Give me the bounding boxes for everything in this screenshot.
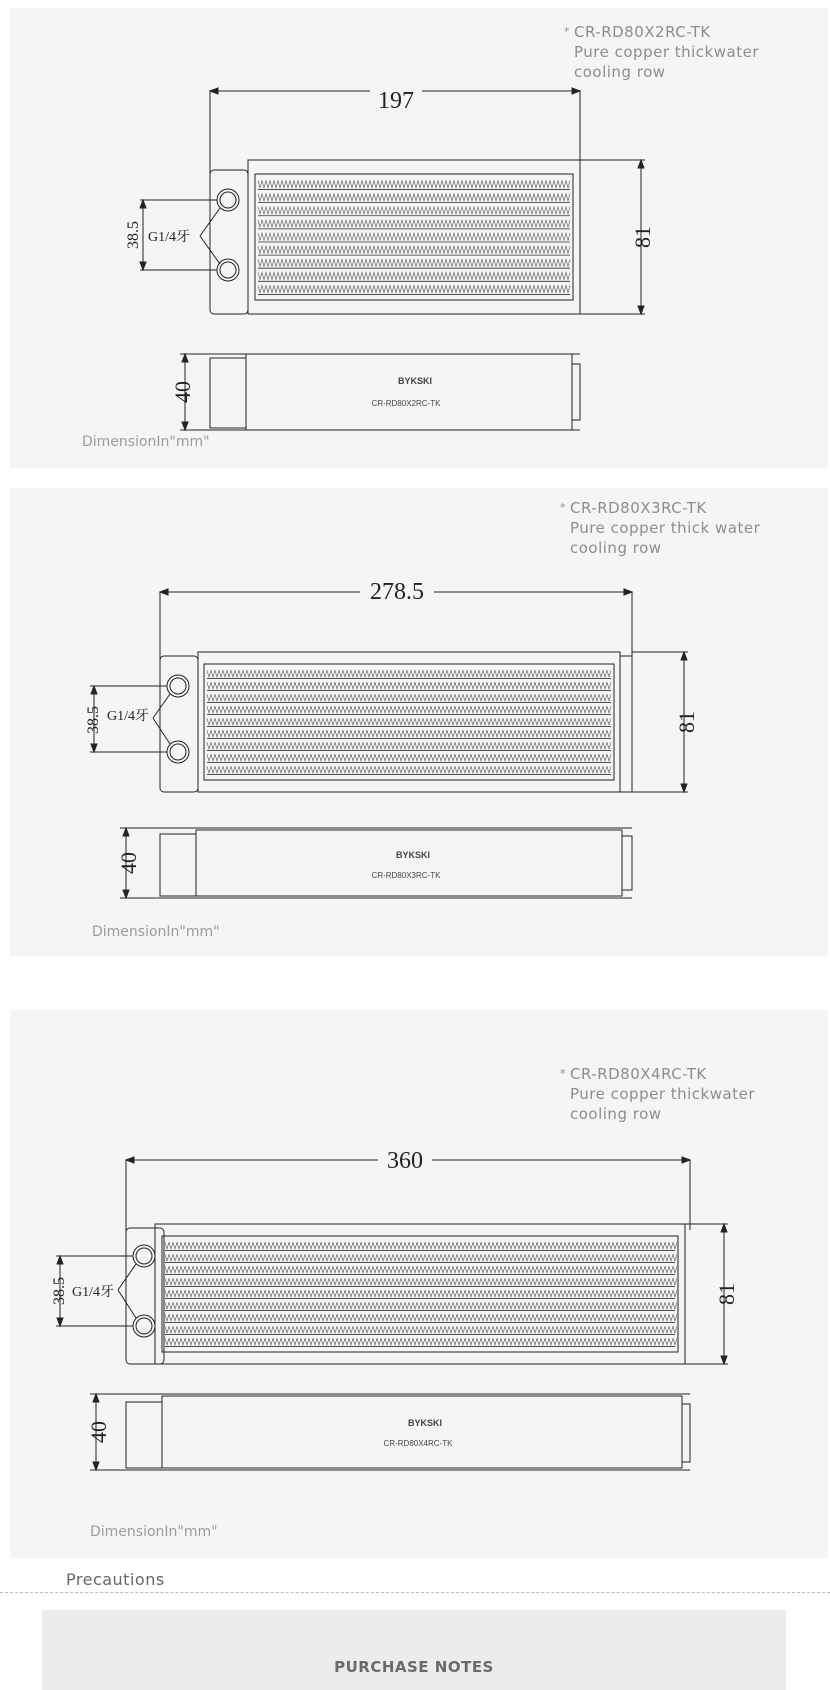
length-dimension: 278.5 <box>370 579 424 605</box>
fin-row <box>258 220 570 227</box>
fin-row <box>165 1242 677 1249</box>
brand-logo-text: BYKSKI <box>398 376 433 386</box>
height-dimension: 81 <box>714 1283 739 1305</box>
model-title-block <box>564 22 759 82</box>
fin-pattern <box>207 670 611 774</box>
radiator-panel-3fan <box>10 488 828 956</box>
description-line1: Pure copper thickwater <box>574 43 759 61</box>
depth-dimension: 40 <box>86 1421 111 1443</box>
fin-row <box>165 1302 677 1309</box>
section-divider <box>0 1592 830 1593</box>
fin-row <box>165 1254 677 1261</box>
thread-label: G1/4牙 <box>107 709 149 724</box>
fin-row <box>207 706 611 713</box>
port-spacing-dimension: 38.5 <box>125 221 142 249</box>
fin-row <box>258 286 570 293</box>
asterisk-icon: * <box>564 25 570 38</box>
dimension-unit-note: DimensionIn"mm" <box>90 1524 218 1540</box>
port-spacing-dimension: 38.5 <box>51 1277 68 1305</box>
fin-row <box>165 1290 677 1297</box>
side-model-label: CR-RD80X4RC-TK <box>383 1439 453 1448</box>
description-line2: cooling row <box>570 1105 662 1123</box>
fin-row <box>258 194 570 201</box>
fin-row <box>207 766 611 773</box>
dimension-unit-note: DimensionIn"mm" <box>92 924 220 940</box>
asterisk-icon: * <box>560 1067 566 1080</box>
side-model-label: CR-RD80X2RC-TK <box>371 399 441 408</box>
description-line2: cooling row <box>570 539 662 557</box>
length-dimension: 360 <box>387 1148 423 1174</box>
model-title-block <box>560 498 760 558</box>
thread-label: G1/4牙 <box>148 230 190 245</box>
port-spacing-dimension: 38.5 <box>85 706 102 734</box>
fin-row <box>258 181 570 188</box>
fin-row <box>207 730 611 737</box>
fin-row <box>165 1266 677 1273</box>
precautions-heading: Precautions <box>66 1570 165 1589</box>
model-name: CR-RD80X4RC-TK <box>570 1065 707 1083</box>
fin-row <box>165 1326 677 1333</box>
fin-row <box>207 742 611 749</box>
drawing-3fan <box>10 488 828 956</box>
fin-row <box>165 1278 677 1285</box>
fin-row <box>165 1314 677 1321</box>
model-name: CR-RD80X2RC-TK <box>574 23 711 41</box>
model-name: CR-RD80X3RC-TK <box>570 499 707 517</box>
brand-logo-text: BYKSKI <box>396 850 431 860</box>
purchase-notes-title: PURCHASE NOTES <box>334 1658 494 1676</box>
fin-row <box>258 246 570 253</box>
brand-logo-text: BYKSKI <box>408 1418 443 1428</box>
description-line2: cooling row <box>574 63 666 81</box>
fin-row <box>207 682 611 689</box>
depth-dimension: 40 <box>116 852 141 874</box>
fin-row <box>258 207 570 214</box>
description-line1: Pure copper thickwater <box>570 1085 755 1103</box>
model-title-block <box>560 1064 755 1124</box>
fin-row <box>165 1338 677 1345</box>
fin-row <box>258 233 570 240</box>
height-dimension: 81 <box>674 711 699 733</box>
radiator-panel-2fan <box>10 8 828 468</box>
purchase-notes-banner <box>42 1610 786 1690</box>
thread-label: G1/4牙 <box>72 1285 114 1300</box>
dimension-unit-note: DimensionIn"mm" <box>82 434 210 450</box>
asterisk-icon: * <box>560 501 566 514</box>
radiator-panel-4fan <box>10 1010 828 1558</box>
height-dimension: 81 <box>630 226 655 248</box>
fin-pattern <box>258 181 570 295</box>
fin-pattern <box>165 1242 677 1346</box>
fin-row <box>207 670 611 677</box>
depth-dimension: 40 <box>170 381 195 403</box>
fin-row <box>258 259 570 266</box>
description-line1: Pure copper thick water <box>570 519 761 537</box>
fin-row <box>207 694 611 701</box>
length-dimension: 197 <box>378 88 414 114</box>
fin-row <box>258 272 570 279</box>
fin-row <box>207 718 611 725</box>
side-model-label: CR-RD80X3RC-TK <box>371 871 441 880</box>
fin-row <box>207 754 611 761</box>
